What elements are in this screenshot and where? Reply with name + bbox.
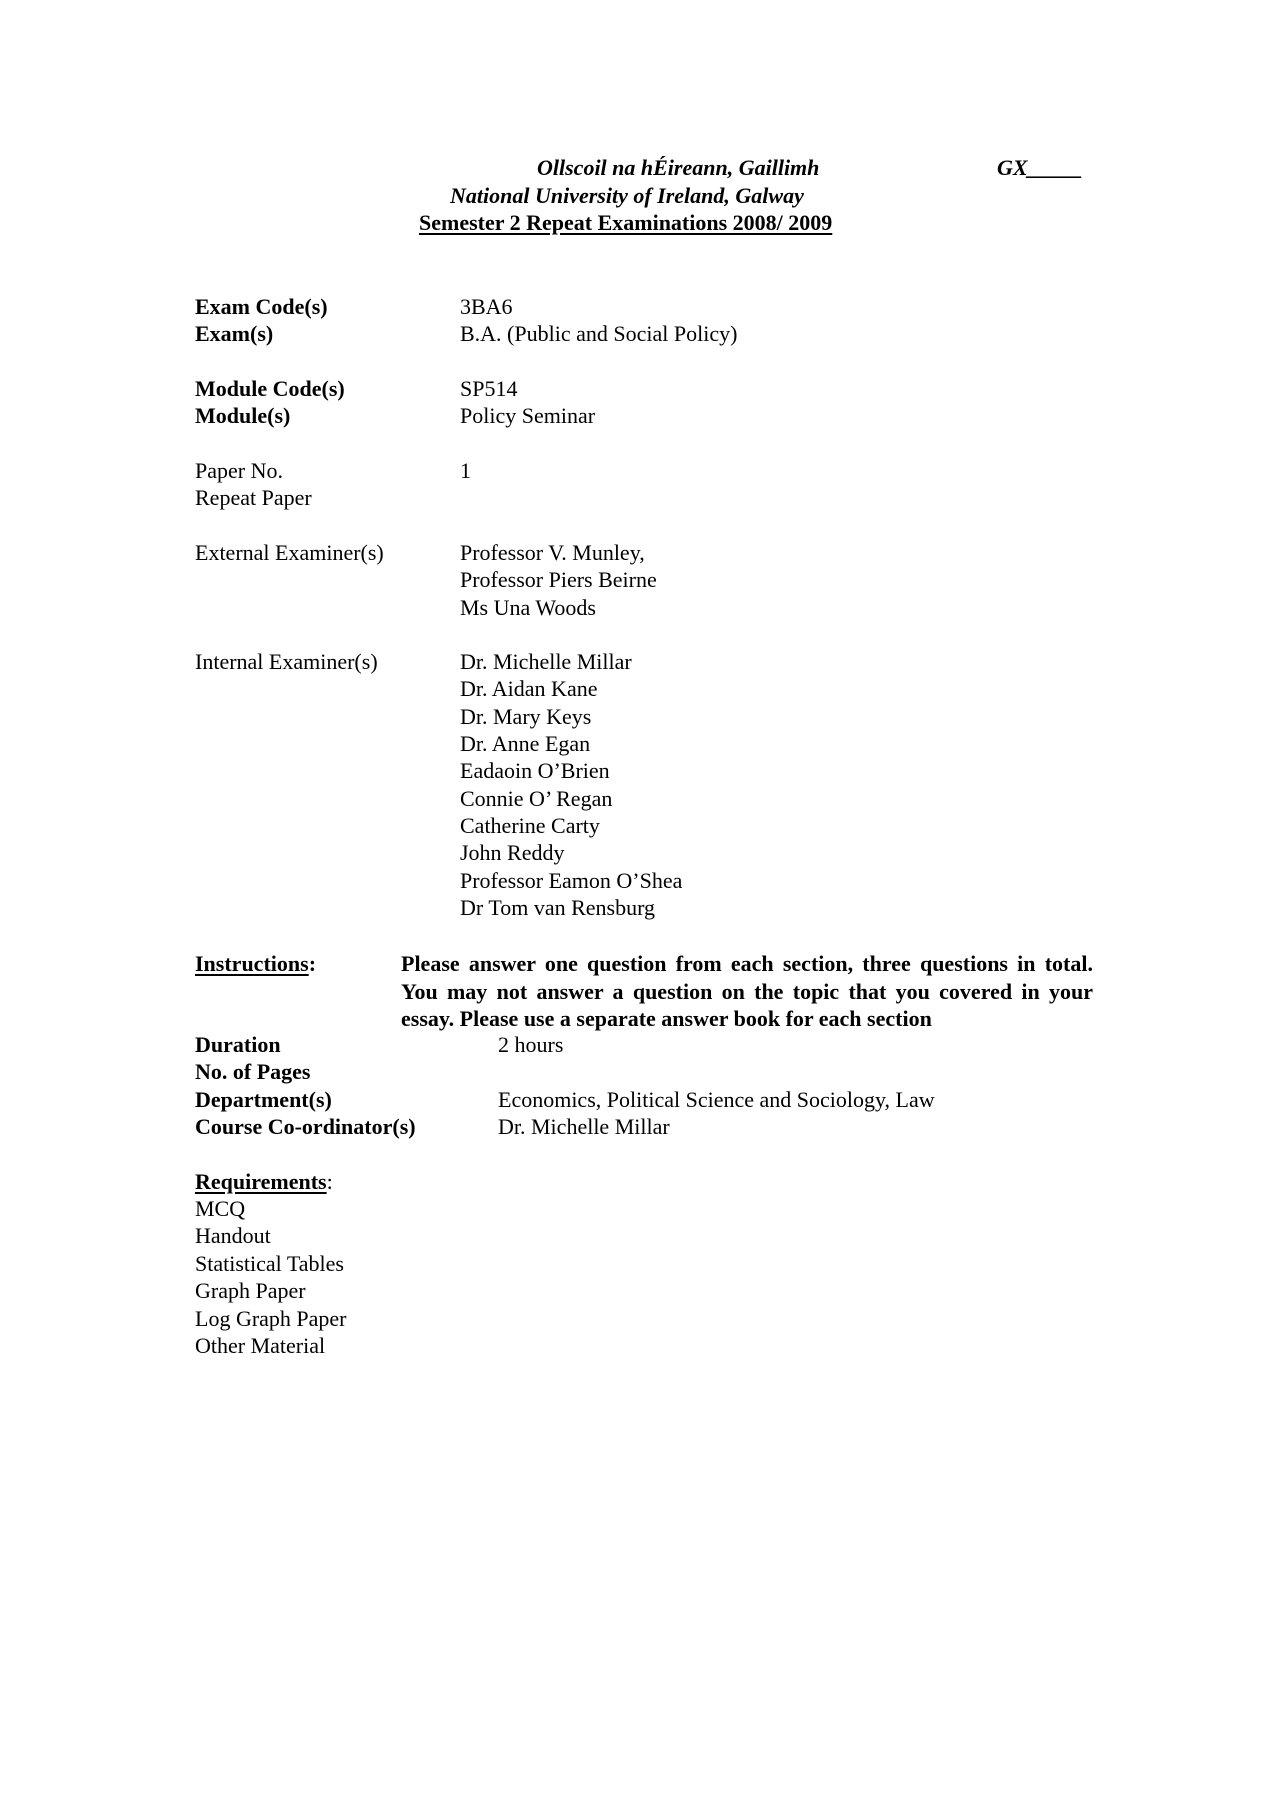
external-examiner-name: Professor V. Munley, (460, 540, 645, 565)
module-code-label: Module Code(s) (195, 376, 345, 401)
university-name-irish: Ollscoil na hÉireann, Gaillimh (537, 155, 820, 180)
exam-code-label: Exam Code(s) (195, 294, 328, 319)
instructions-text: Please answer one question from each section, three questions in total. You may not answer a question on the topic that you covered in your essay. Please use a separate answer book for each section (401, 951, 1093, 1031)
module-value: Policy Seminar (460, 403, 596, 428)
external-examiner-name: Professor Piers Beirne (460, 567, 657, 592)
exam-session-title: Semester 2 Repeat Examinations 2008/ 2009 (419, 210, 833, 235)
internal-examiner-name: Professor Eamon O’Shea (460, 868, 683, 893)
duration-value: 2 hours (498, 1032, 564, 1057)
internal-examiner-name: Catherine Carty (460, 813, 600, 838)
instructions-label (195, 950, 316, 978)
requirements-label (195, 1168, 333, 1196)
internal-examiner-name: Dr Tom van Rensburg (460, 895, 656, 920)
university-name-english: National University of Ireland, Galway (450, 183, 804, 208)
module-code-value: SP514 (460, 376, 518, 401)
exam-label: Exam(s) (195, 321, 274, 346)
exam-code-value: 3BA6 (460, 294, 513, 319)
internal-examiner-name: Dr. Michelle Millar (460, 649, 632, 674)
internal-examiner-name: John Reddy (460, 840, 565, 865)
duration-label: Duration (195, 1032, 281, 1057)
requirement-item: Graph Paper (195, 1278, 306, 1303)
internal-examiner-name: Connie O’ Regan (460, 786, 613, 811)
internal-examiners-label: Internal Examiner(s) (195, 649, 378, 674)
internal-examiner-name: Eadaoin O’Brien (460, 758, 610, 783)
coordinator-value: Dr. Michelle Millar (498, 1114, 670, 1139)
requirement-item: MCQ (195, 1196, 246, 1221)
requirements-label-text: Requirements (195, 1169, 327, 1194)
paper-no-label: Paper No. (195, 458, 283, 483)
requirements-label-colon: : (326, 1169, 333, 1194)
internal-examiner-name: Dr. Aidan Kane (460, 676, 598, 701)
gx-field: GX_____ (997, 155, 1083, 180)
requirement-item: Other Material (195, 1333, 326, 1358)
external-examiner-name: Ms Una Woods (460, 595, 596, 620)
department-label: Department(s) (195, 1087, 332, 1112)
module-label: Module(s) (195, 403, 291, 428)
external-examiners-label: External Examiner(s) (195, 540, 384, 565)
pages-label: No. of Pages (195, 1059, 311, 1084)
department-value: Economics, Political Science and Sociology, Law (498, 1087, 935, 1112)
internal-examiner-name: Dr. Mary Keys (460, 704, 592, 729)
requirement-item: Statistical Tables (195, 1251, 344, 1276)
internal-examiner-name: Dr. Anne Egan (460, 731, 591, 756)
repeat-paper-label: Repeat Paper (195, 485, 312, 510)
exam-value: B.A. (Public and Social Policy) (460, 321, 738, 346)
requirement-item: Handout (195, 1223, 271, 1248)
coordinator-label: Course Co-ordinator(s) (195, 1114, 416, 1139)
requirement-item: Log Graph Paper (195, 1306, 347, 1331)
instructions-label-colon: : (308, 951, 317, 976)
instructions-label-text: Instructions (195, 951, 309, 976)
paper-no-value: 1 (460, 458, 471, 483)
